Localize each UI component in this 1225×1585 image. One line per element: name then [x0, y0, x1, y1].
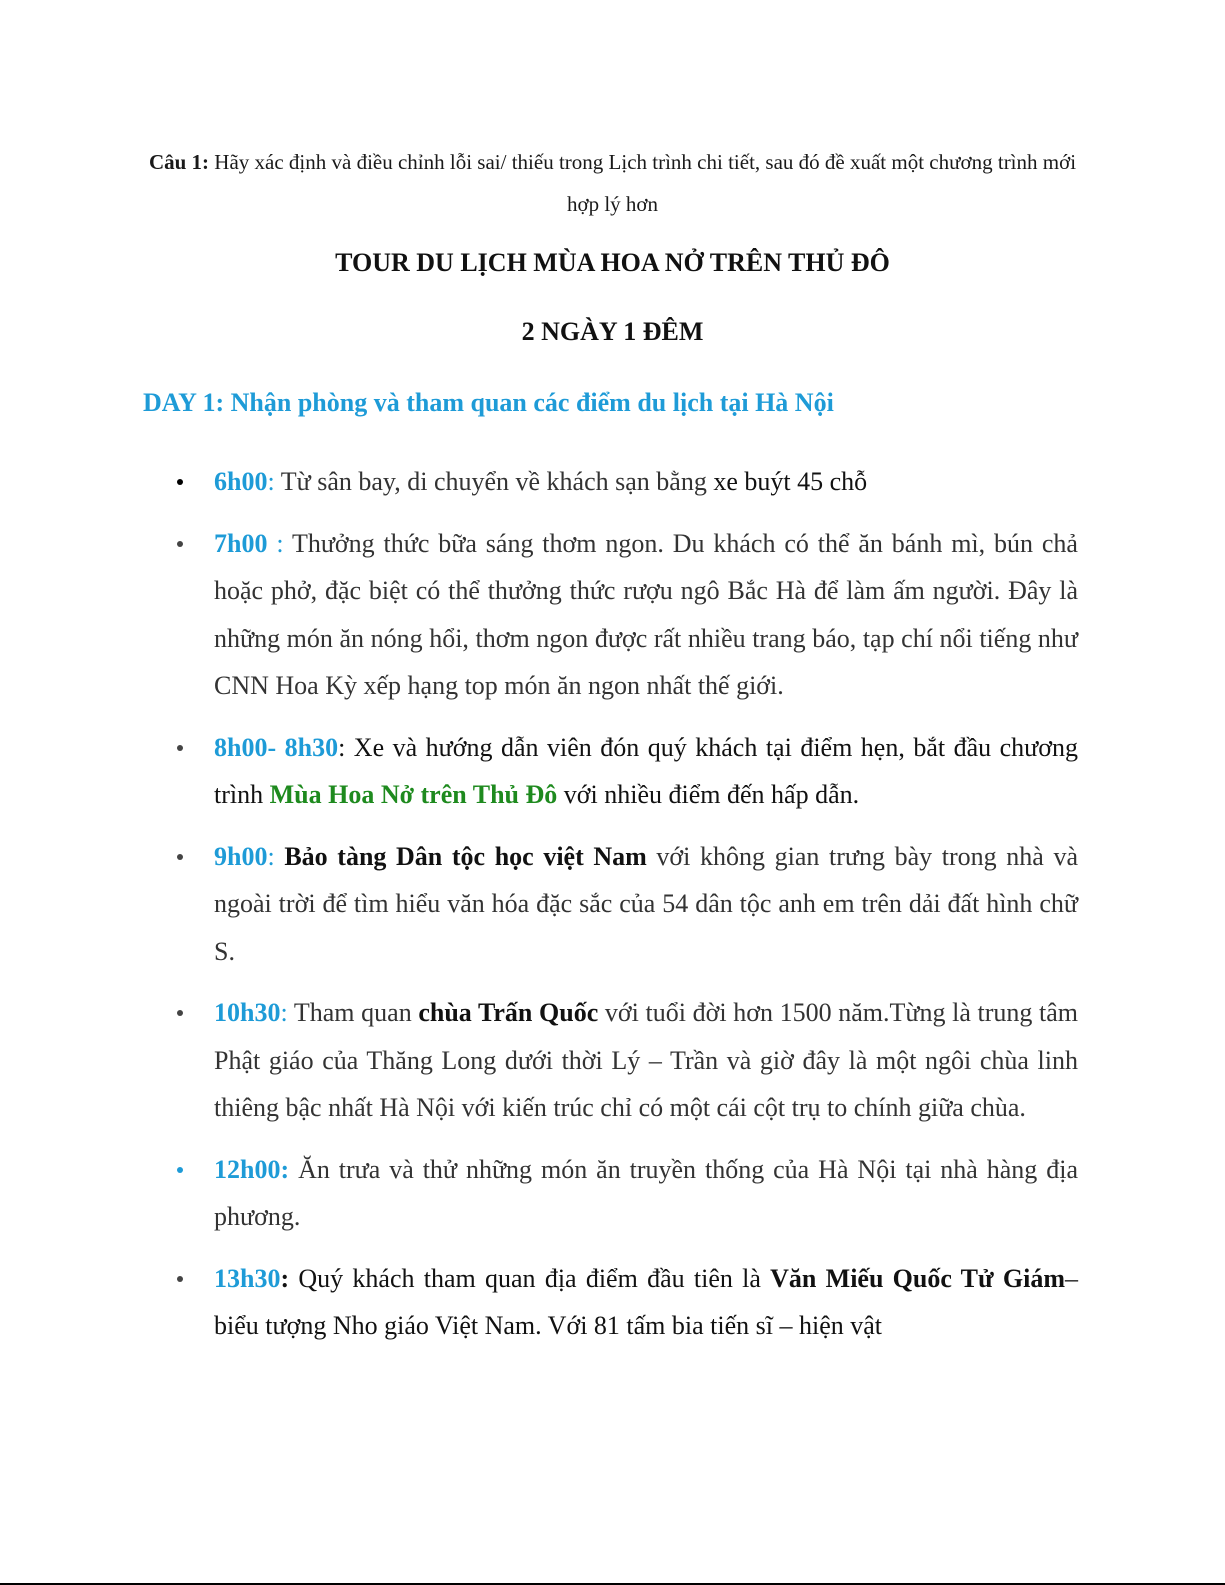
- item-text: Thưởng thức bữa sáng thơm ngon. Du khách có thể ăn bánh mì, bún chả hoặc phở, đặc biệt có thể thưởng thức rượu ngô Bắc Hà để làm ấm người. Đây là những món ăn nóng hổi, thơm ngon được rất nhiều trang báo, tạp chí nổi tiếng như CNN Hoa Kỳ xếp hạng top món ăn ngon nhất thế giới.: [214, 528, 1078, 700]
- item-text-end: – biểu tượng Nho giáo Việt Nam. Với 81 tấm bia tiến sĩ – hiện vật: [214, 1263, 1078, 1340]
- item-sep: :: [280, 998, 288, 1027]
- tour-duration: 2 NGÀY 1 ĐÊM: [521, 317, 704, 346]
- itinerary-item-8h00: [214, 724, 1078, 819]
- item-text-end: với tuổi đời hơn 1500 năm.Từng là trung tâm Phật giáo của Thăng Long dưới thời Lý – Trần và giờ đây là một ngôi chùa linh thiêng bậc nhất Hà Nội với kiến trúc chỉ có một cái cột trụ to chính giữa chùa.: [214, 998, 1078, 1122]
- place-name: Văn Miếu Quốc Tử Giám: [770, 1263, 1065, 1293]
- item-text: Ăn trưa và thử những món ăn truyền thống của Hà Nội tại nhà hàng địa phương.: [214, 1154, 1078, 1231]
- itinerary-item-6h00: [214, 458, 1078, 506]
- item-time: 12h00:: [214, 1154, 290, 1184]
- item-text: Từ sân bay, di chuyển về khách sạn bằng: [274, 467, 714, 496]
- item-time: 9h00: [214, 841, 268, 871]
- tour-title: TOUR DU LỊCH MÙA HOA NỞ TRÊN THỦ ĐÔ: [335, 248, 890, 277]
- item-text: Xe và hướng dẫn viên đón quý khách tại điểm hẹn, bắt đầu chương trình: [214, 732, 1079, 809]
- item-text: với không gian trưng bày trong nhà và ngoài trời để tìm hiểu văn hóa đặc sắc của 54 dân tộc anh em trên dải đất hình chữ S.: [214, 841, 1078, 966]
- item-time: 8h00- 8h30: [214, 732, 339, 762]
- program-name: Mùa Hoa Nở trên Thủ Đô: [269, 780, 558, 809]
- item-sep: :: [338, 732, 346, 762]
- itinerary-item-13h30: [214, 1255, 1078, 1350]
- item-sep: :: [267, 467, 275, 496]
- item-sep: :: [280, 1263, 290, 1293]
- itinerary-item-10h30: [214, 989, 1078, 1132]
- question-text: Hãy xác định và điều chỉnh lỗi sai/ thiếu trong Lịch trình chi tiết, sau đó đề xuất một chương trình mới hợp lý hơn: [209, 150, 1077, 216]
- itinerary-item-7h00: [214, 520, 1078, 710]
- itinerary-list: [214, 458, 1078, 1364]
- item-text-vehicle: xe buýt 45 chỗ: [713, 467, 868, 496]
- item-time: 13h30: [214, 1263, 281, 1293]
- itinerary-item-12h00: [214, 1146, 1078, 1241]
- question-label: Câu 1:: [148, 150, 210, 174]
- place-name: chùa Trấn Quốc: [418, 998, 599, 1027]
- question-prompt: [140, 141, 1085, 225]
- item-time: 10h30: [214, 998, 281, 1027]
- item-text: Tham quan: [287, 998, 419, 1027]
- itinerary-item-9h00: [214, 833, 1078, 976]
- item-text-end: với nhiều điểm đến hấp dẫn.: [557, 780, 860, 809]
- place-name: Bảo tàng Dân tộc học việt Nam: [284, 841, 647, 871]
- item-text: Quý khách tham quan địa điểm đầu tiên là: [289, 1263, 771, 1293]
- day-heading: DAY 1: Nhận phòng và tham quan các điểm du lịch tại Hà Nội: [143, 388, 834, 417]
- item-sep: :: [267, 841, 275, 871]
- item-sep: :: [267, 528, 284, 558]
- item-time: 6h00: [214, 467, 268, 496]
- item-time: 7h00: [214, 528, 268, 558]
